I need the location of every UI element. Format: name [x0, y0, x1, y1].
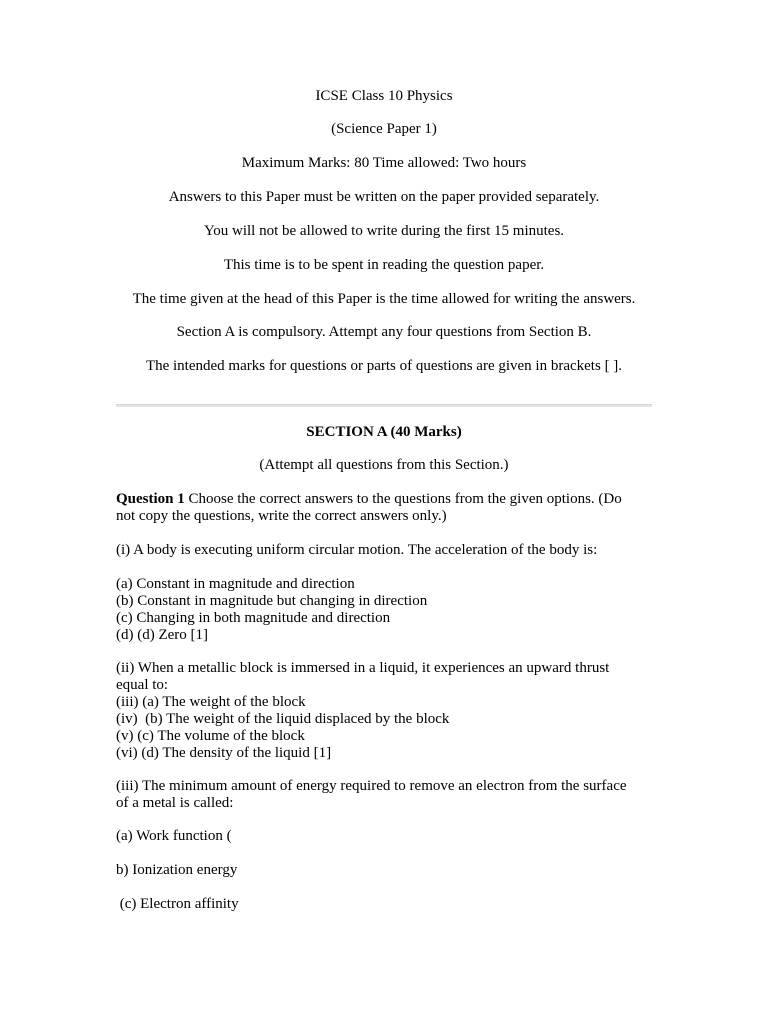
question-i-stem: [116, 542, 656, 559]
question-1-label: Question 1: [116, 491, 185, 507]
question-ii-stem: (ii) When a metallic block is immersed in a liquid, it experiences an upward thrust: [116, 660, 610, 676]
option-line: (c) Changing in both magnitude and direction: [116, 610, 391, 626]
question-iii-stem-continued: of a metal is called:: [116, 795, 234, 811]
question-1-text-continued: not copy the questions, write the correct answers only.): [116, 508, 447, 524]
question-1-text: Choose the correct answers to the questions from the given options. (Do: [184, 491, 622, 507]
instruction-line: This time is to be spent in reading the question paper.: [223, 257, 545, 273]
section-a-note: (Attempt all questions from this Section.): [259, 457, 509, 473]
instruction-line: The intended marks for questions or parts of questions are given in brackets [ ].: [145, 358, 623, 374]
option-line: (c) Electron affinity: [116, 896, 239, 912]
question-iii: [116, 778, 656, 812]
option-line: (b) Constant in magnitude but changing in direction: [116, 593, 428, 609]
instruction-line: You will not be allowed to write during the first 15 minutes.: [203, 223, 565, 239]
option-line: b) Ionization energy: [116, 862, 238, 878]
option-line: (d) (d) Zero [1]: [116, 627, 209, 643]
question-iii-stem: (iii) The minimum amount of energy required to remove an electron from the surface: [116, 778, 627, 794]
horizontal-divider: [116, 404, 652, 407]
question-1-intro: [116, 491, 656, 525]
marks-and-time: Maximum Marks: 80 Time allowed: Two hours: [241, 155, 527, 171]
instruction-line: Answers to this Paper must be written on the paper provided separately.: [168, 189, 600, 205]
option-line: (vi) (d) The density of the liquid [1]: [116, 745, 332, 761]
instruction-line: Section A is compulsory. Attempt any four questions from Section B.: [176, 324, 592, 340]
question-ii: [116, 660, 656, 762]
paper-title: ICSE Class 10 Physics: [315, 88, 453, 104]
option-line: (iii) (a) The weight of the block: [116, 694, 306, 710]
option-line: (v) (c) The volume of the block: [116, 728, 305, 744]
section-a-heading: SECTION A (40 Marks): [306, 424, 462, 440]
question-i-options: [116, 576, 656, 644]
question-i-stem-text: (i) A body is executing uniform circular motion. The acceleration of the body is:: [116, 542, 598, 558]
paper-subtitle: (Science Paper 1): [331, 121, 437, 137]
option-line: (iv) (b) The weight of the liquid displaced by the block: [116, 711, 450, 727]
question-ii-stem-continued: equal to:: [116, 677, 169, 693]
option-line: (a) Constant in magnitude and direction: [116, 576, 355, 592]
instruction-line: The time given at the head of this Paper is the time allowed for writing the answers.: [132, 291, 636, 307]
option-line: (a) Work function (: [116, 828, 232, 844]
